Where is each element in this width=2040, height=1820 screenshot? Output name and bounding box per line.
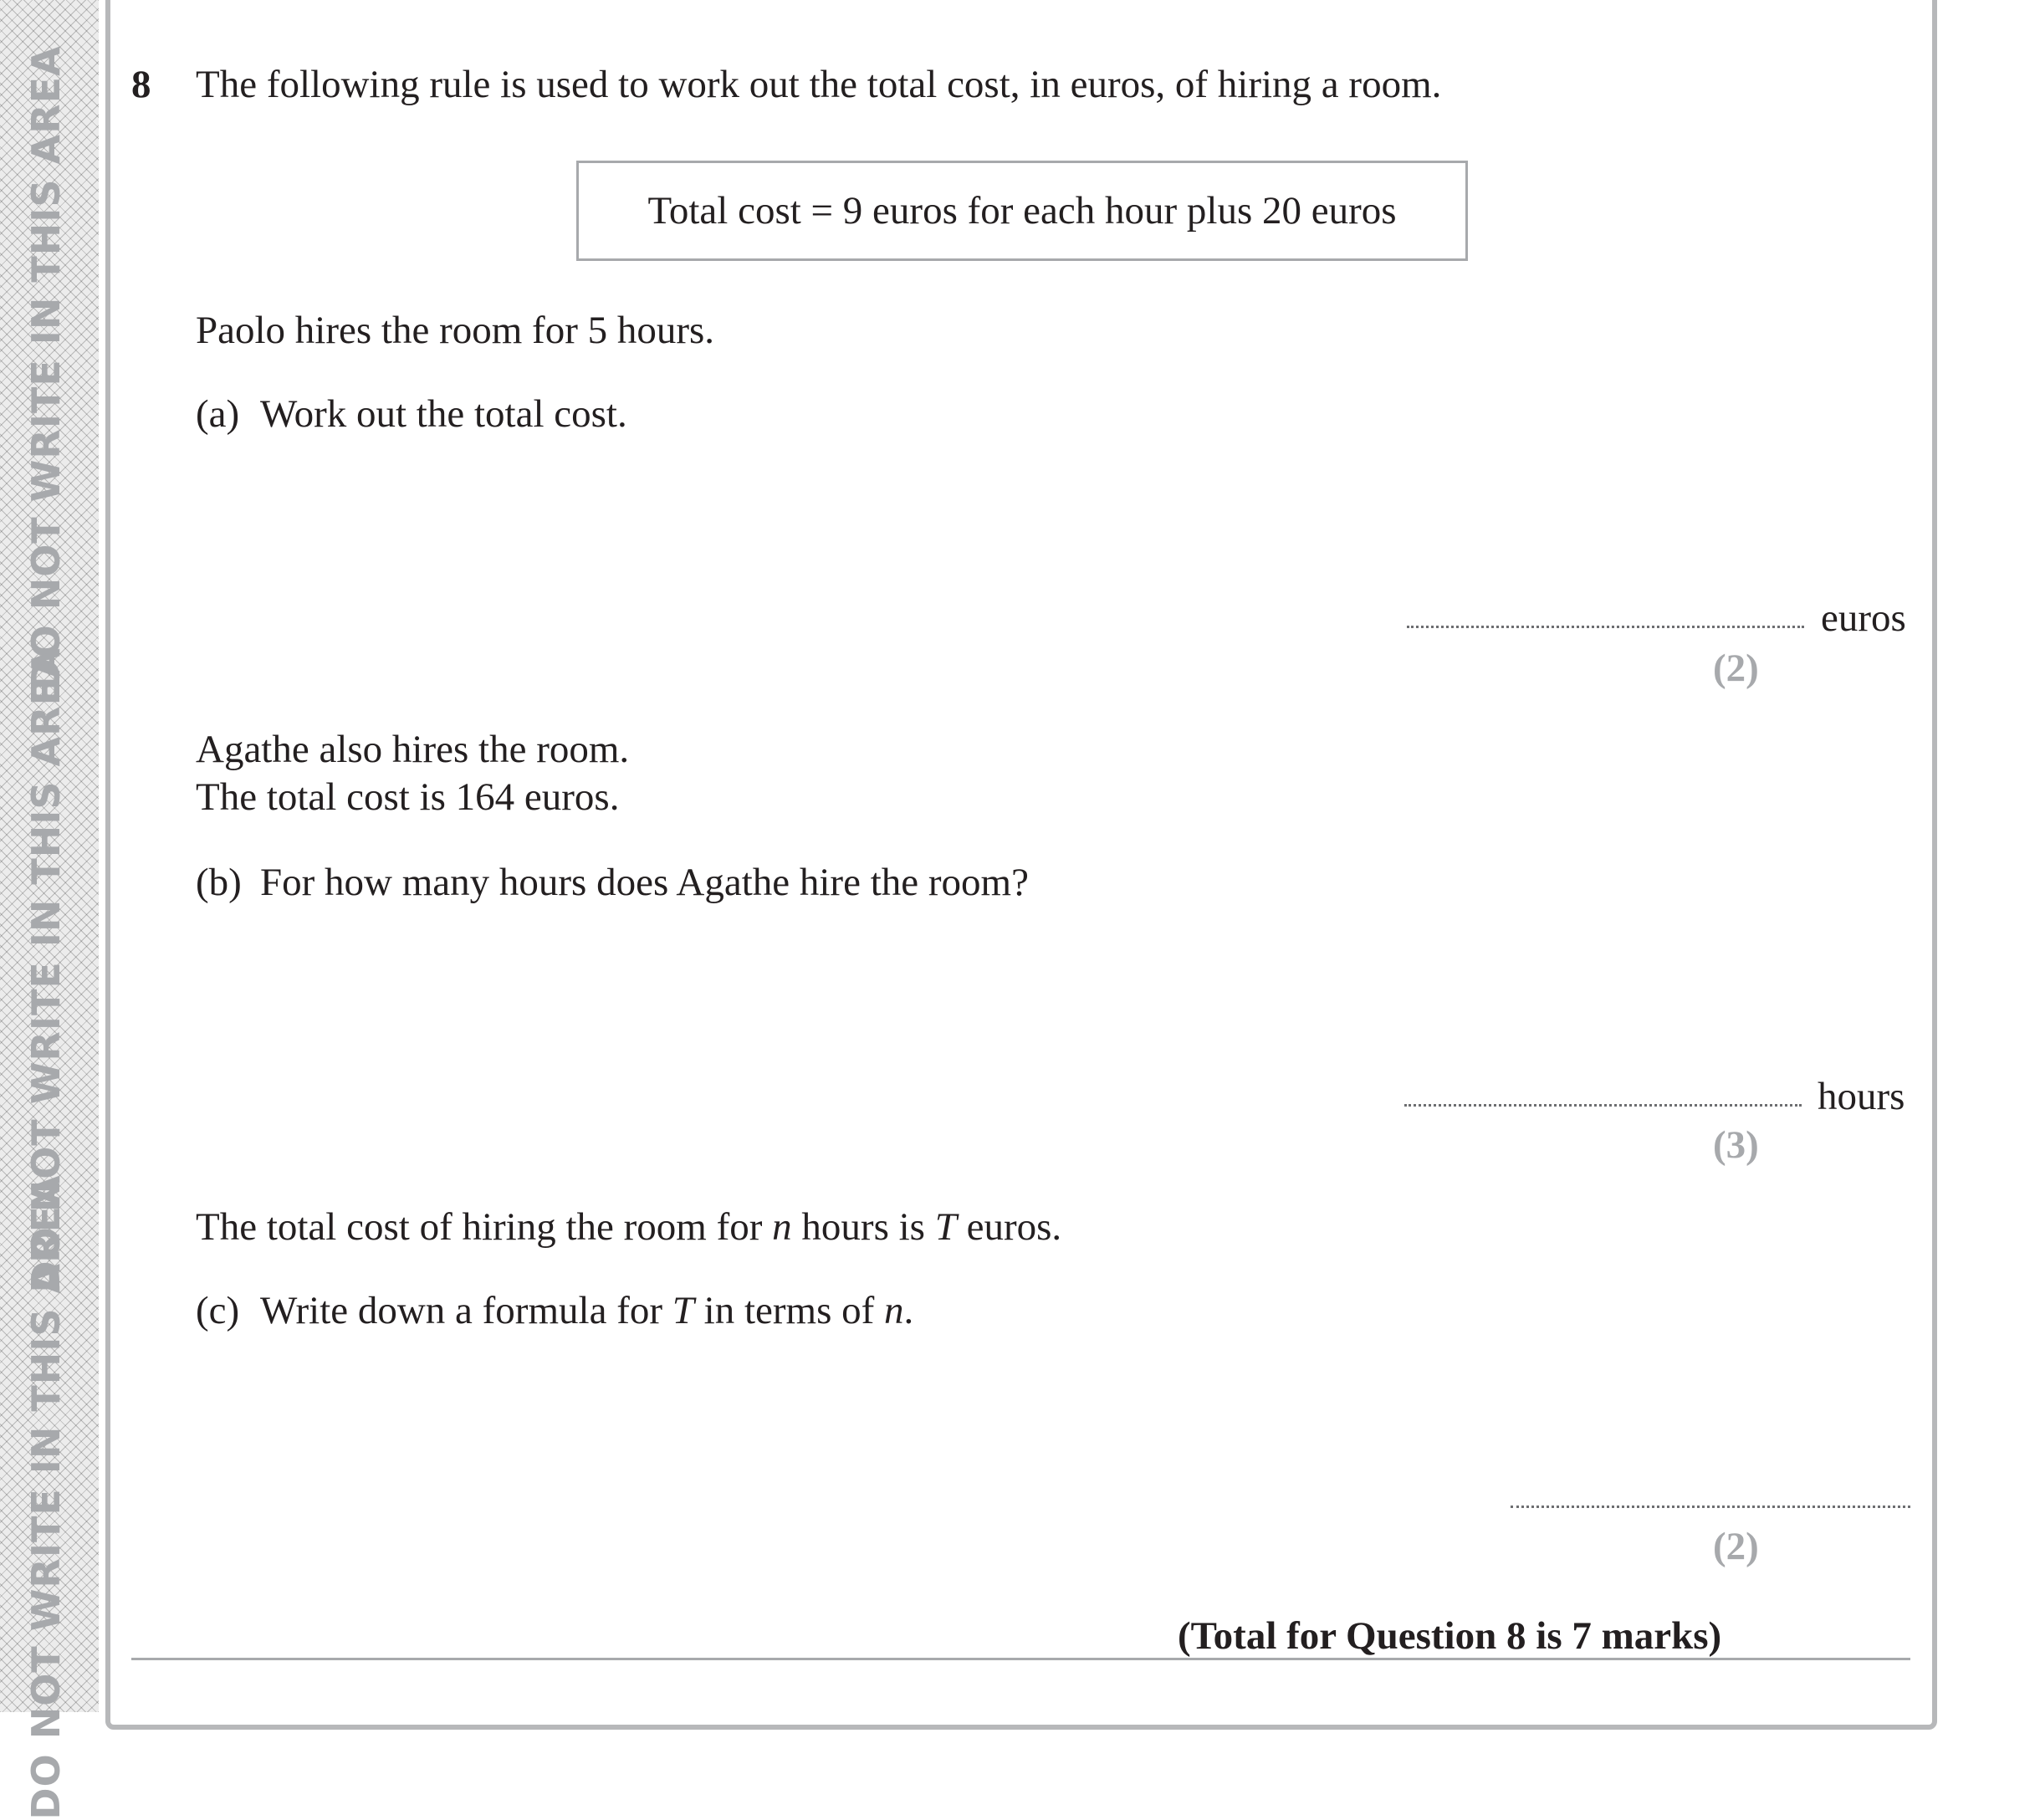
do-not-write-margin xyxy=(0,0,99,1820)
part-c-part2: in terms of xyxy=(693,1289,885,1332)
context-c-part1: The total cost of hiring the room for xyxy=(196,1205,773,1249)
part-a-text: Work out the total cost. xyxy=(260,392,627,436)
context-b-line2: The total cost is 164 euros. xyxy=(196,775,620,819)
answer-line-b[interactable] xyxy=(1404,1104,1802,1107)
unit-a: euros xyxy=(1821,596,1906,640)
part-b-text: For how many hours does Agathe hire the room? xyxy=(260,861,1029,904)
unit-b: hours xyxy=(1818,1075,1905,1118)
context-c-part2: hours is xyxy=(791,1205,935,1249)
margin-warning-top: DO NOT WRITE IN THIS AREA xyxy=(23,45,69,691)
marks-a: (2) xyxy=(1713,647,1759,690)
marks-c: (2) xyxy=(1713,1525,1759,1568)
context-a: Paolo hires the room for 5 hours. xyxy=(196,309,715,352)
variable-n: n xyxy=(772,1205,792,1249)
margin-warning-bottom: DO NOT WRITE IN THIS AREA xyxy=(23,1174,69,1820)
answer-line-a[interactable] xyxy=(1407,626,1804,628)
part-b-label: (b) xyxy=(196,861,242,904)
part-a-label: (a) xyxy=(196,392,240,436)
context-c xyxy=(196,1205,1062,1249)
part-c-label: (c) xyxy=(196,1289,240,1332)
margin-warning-middle: DO NOT WRITE IN THIS AREA xyxy=(23,647,69,1293)
rule-text: Total cost = 9 euros for each hour plus 20 euros xyxy=(647,189,1397,233)
context-b-line1: Agathe also hires the room. xyxy=(196,728,630,771)
answer-line-c[interactable] xyxy=(1511,1506,1910,1508)
part-c-text xyxy=(260,1291,913,1331)
variable-t: T xyxy=(672,1289,694,1332)
variable-t: T xyxy=(934,1205,957,1249)
bottom-divider xyxy=(131,1658,1910,1660)
context-c-part3: euros. xyxy=(956,1205,1062,1249)
marks-b: (3) xyxy=(1713,1123,1759,1167)
part-c-part1: Write down a formula for xyxy=(260,1289,672,1332)
rule-box xyxy=(576,161,1468,261)
question-total: (Total for Question 8 is 7 marks) xyxy=(1178,1614,1722,1658)
variable-n: n xyxy=(884,1289,904,1332)
question-number: 8 xyxy=(131,63,151,106)
question-intro: The following rule is used to work out the total cost, in euros, of hiring a room. xyxy=(196,63,1442,106)
part-c-part3: . xyxy=(903,1289,914,1332)
